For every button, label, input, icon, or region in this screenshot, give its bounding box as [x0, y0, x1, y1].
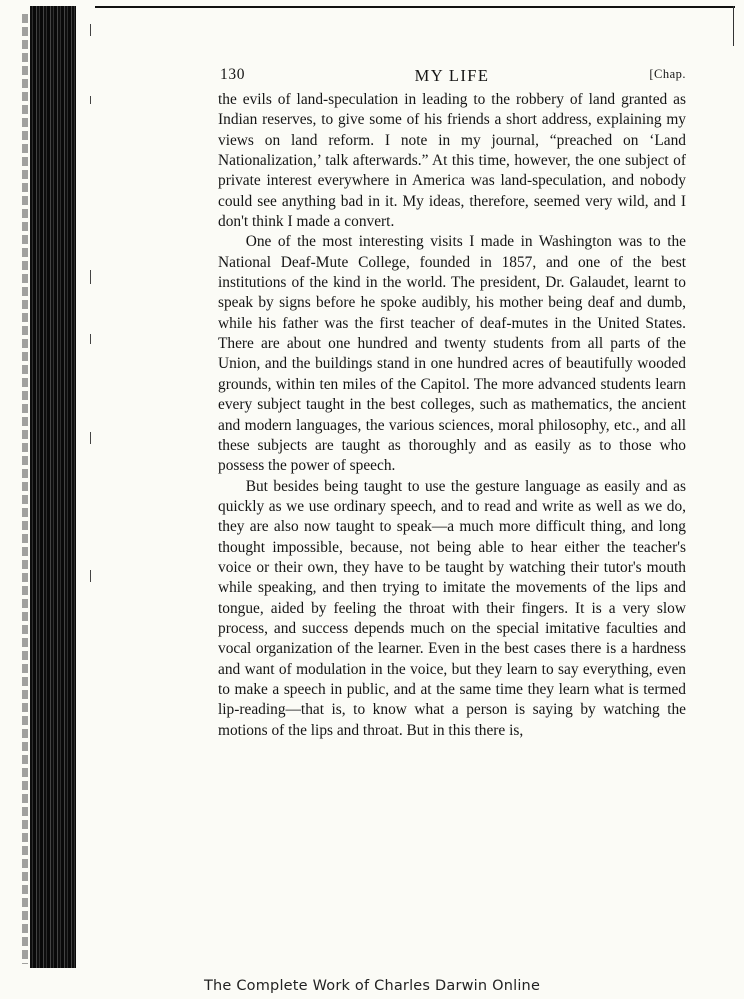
margin-mark — [90, 432, 91, 444]
book-page — [218, 66, 686, 741]
running-title: MY LIFE — [414, 66, 490, 85]
margin-mark — [90, 24, 91, 36]
book-spine — [30, 6, 76, 968]
paragraph: the evils of land-speculation in leading to the robbery of land granted as Indian reserves, to give some of his friends a short address, explaining my views on land reform. I note in my journal, “preached on ‘Land Nationalization,’ talk afterwards.” At this time, however, the one subject of private interest everywhere in America was land-speculation, and nobody could see anything bad in it. My ideas, therefore, seemed very wild, and I don't think I made a convert. — [218, 91, 686, 231]
scan-right-border — [733, 6, 734, 46]
paragraph: One of the most interesting visits I made in Washington was to the National Deaf-Mute College, founded in 1857, and one of the best institutions of the kind in the world. The president, Dr. Galaudet, learnt to speak by signs before he spoke audibly, his mother being deaf and dumb, while his father was the first teacher of deaf-mutes in the United States. There are about one hundred and twenty students from all parts of the Union, and the buildings stand in one hundred acres of beautifully wooded grounds, within ten miles of the Capitol. The more advanced students learn every subject taught in the best colleges, such as mathematics, the ancient and modern languages, the various sciences, moral philosophy, etc., and all these subjects are taught as thoroughly and as easily as to those who possess the power of speech. — [218, 233, 686, 475]
scan-top-border — [95, 6, 735, 8]
margin-mark — [90, 334, 91, 344]
book-binding-edge — [0, 0, 95, 975]
source-credit: The Complete Work of Charles Darwin Online — [203, 978, 541, 994]
margin-mark — [90, 570, 91, 582]
page-header — [218, 66, 686, 90]
chapter-mark: [Chap. — [649, 67, 686, 81]
binding-shadow — [22, 14, 28, 964]
margin-mark — [90, 96, 91, 104]
page-body — [218, 90, 686, 741]
margin-mark — [90, 270, 91, 284]
paragraph: But besides being taught to use the gesture language as easily and as quickly as we use ordinary speech, and to read and write as well as we do, they are also now taught to speak—a much more difficult thing, and long thought impossible, because, not being able to hear either the teacher's voice or their own, they have to be taught by watching their tutor's mouth while speaking, and then trying to imitate the movements of the lips and tongue, aided by feeling the throat with their fingers. It is a very slow process, and success depends much on the special imitative faculties and vocal organization of the learner. Even in the best cases there is a hardness and want of modulation in the voice, but they learn to say everything, even to make a speech in public, and at the same time they learn what is termed lip-reading—that is, to know what a person is saying by watching the motions of the lips and throat. But in this there is, — [218, 477, 686, 739]
page-number: 130 — [220, 66, 246, 83]
